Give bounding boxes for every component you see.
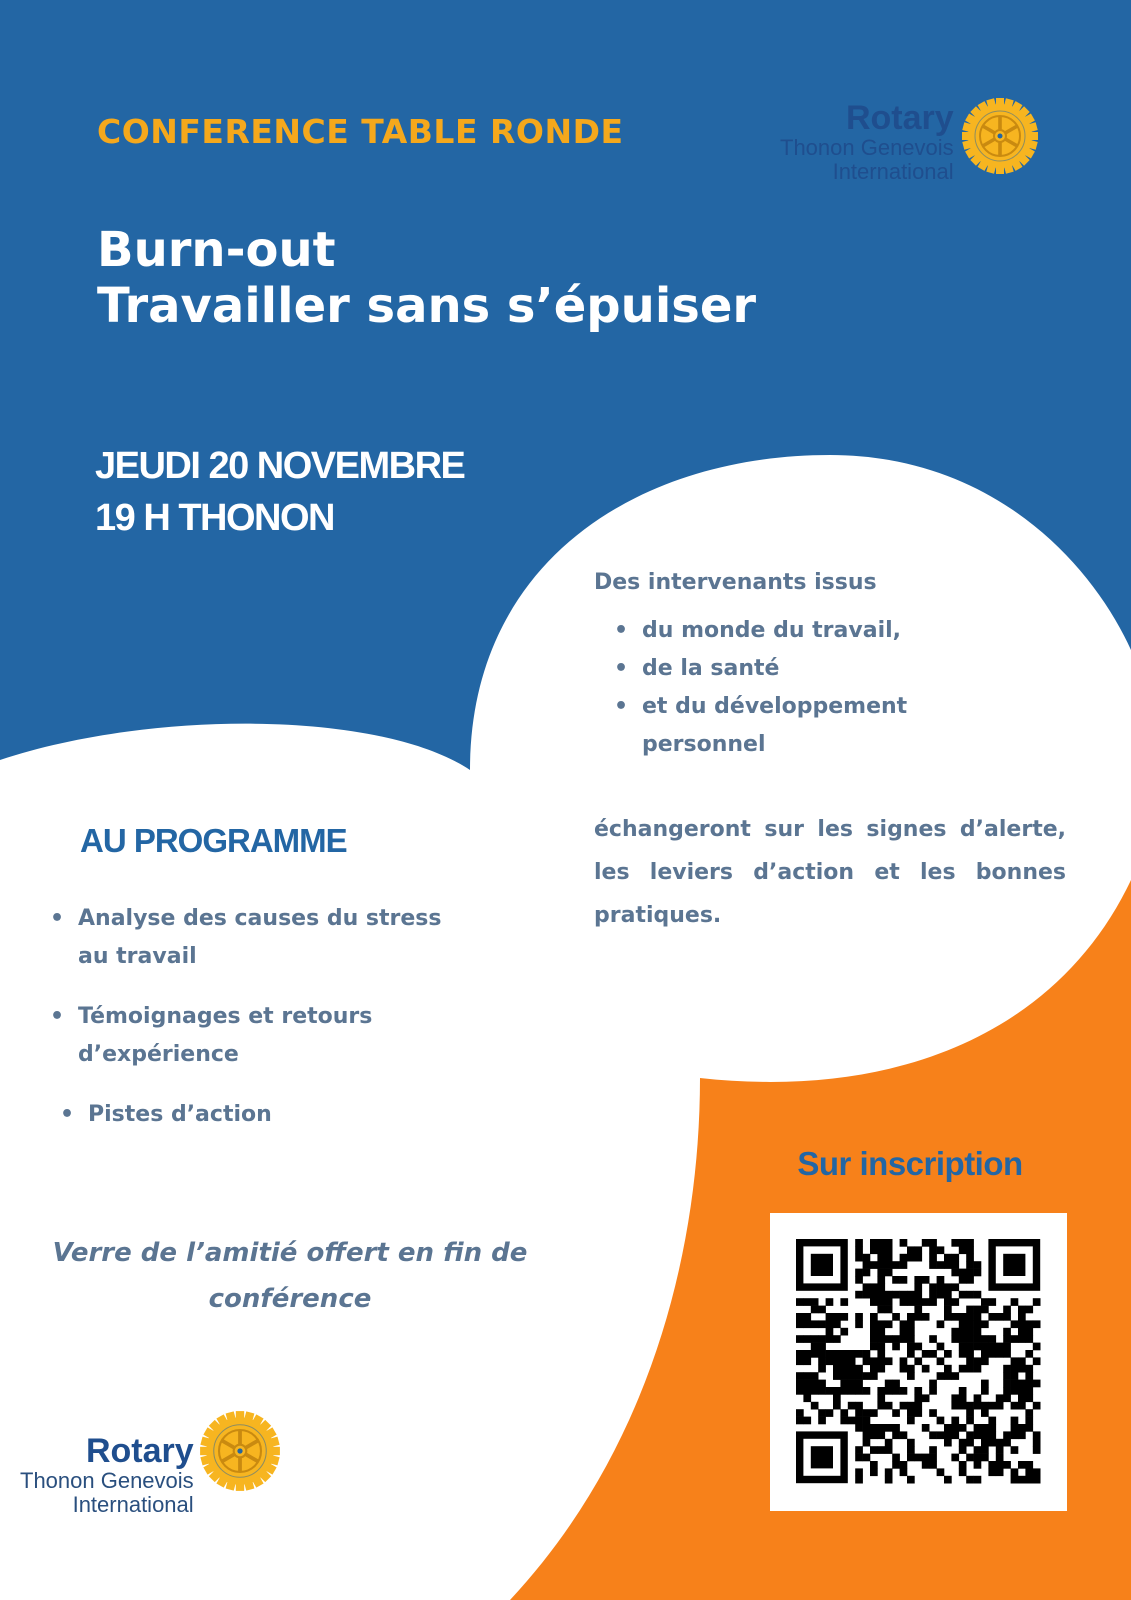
rotary-wheel-icon [960,96,1040,176]
logo-line1: Thonon Genevois [780,135,954,160]
event-date: JEUDI 20 NOVEMBRE [95,445,465,487]
logo-brand: Rotary [85,1432,194,1470]
event-time-place: 19 H THONON [95,497,334,539]
logo-line2: International [72,1492,194,1517]
rotary-logo-bottom [20,1413,282,1517]
programme-list [30,900,450,1156]
event-type: CONFERENCE TABLE RONDE [97,112,624,151]
title-line-1: Burn-out [97,222,336,278]
registration-label: Sur inscription [797,1145,1023,1182]
logo-line2: International [832,159,954,184]
logo-line1: Thonon Genevois [20,1468,194,1493]
speakers-paragraph: échangeront sur les signes d’alerte, les leviers d’action et les bonnes pratiques. [594,817,1066,928]
list-item: • du monde du travail, [594,612,994,650]
event-datetime [95,440,464,544]
logo-brand: Rotary [845,99,954,137]
list-item: • et du développement personnel [594,688,994,764]
rotary-wheel-icon [198,1409,282,1493]
programme-heading: AU PROGRAMME [80,822,347,859]
list-item: • Pistes d’action [30,1096,450,1134]
speakers-intro: Des intervenants issus [594,570,877,595]
page-title [97,222,756,334]
rotary-logo-top [780,100,1040,184]
qr-code-image[interactable] [770,1213,1067,1511]
friendship-note: Verre de l’amitié offert en fin de conférence [52,1238,528,1314]
list-item: • de la santé [594,650,994,688]
title-line-2: Travailler sans s’épuiser [97,278,757,334]
qr-code-icon[interactable] [770,1213,1067,1511]
speakers-list [594,612,994,764]
list-item: • Témoignages et retours d’expérience [30,998,450,1074]
list-item: • Analyse des causes du stress au travail [30,900,450,976]
